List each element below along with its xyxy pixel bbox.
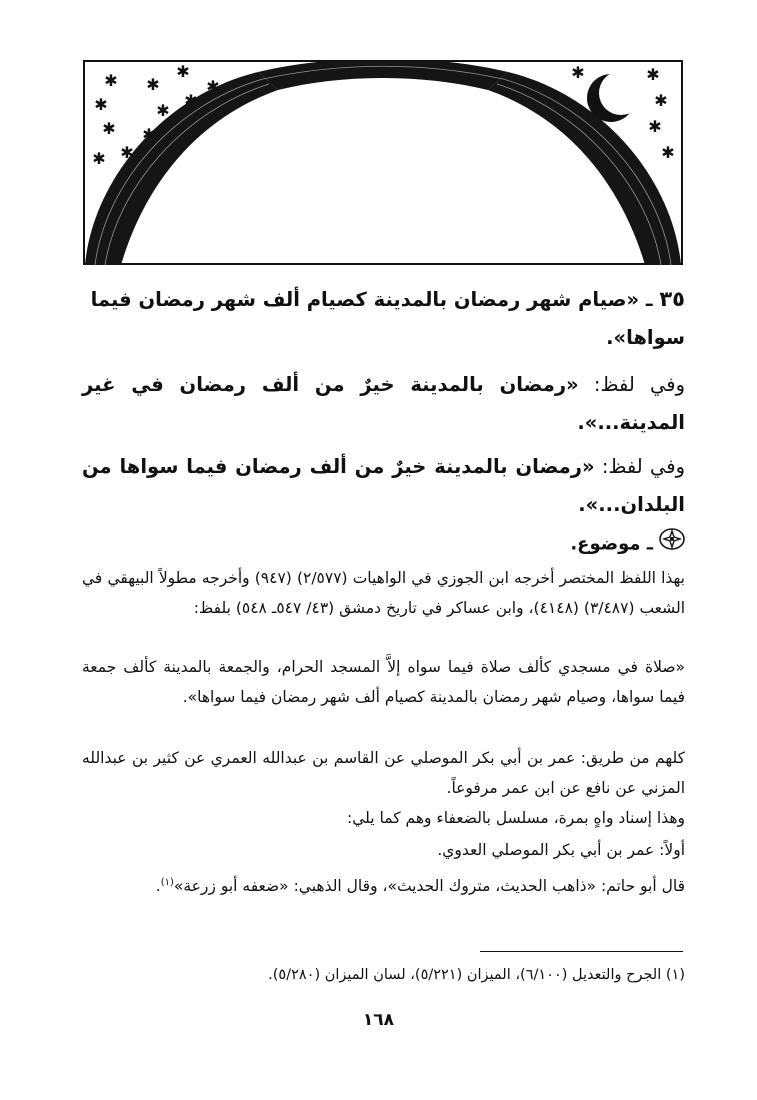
- footnote-reference[interactable]: (١): [160, 877, 174, 888]
- paragraph-chain: كلهم من طريق: عمر بن أبي بكر الموصلي عن القاسم بن عبدالله العمري عن كثير بن عبدالله المزني عن نافع عن ابن عمر مرفوعاً.: [82, 749, 685, 797]
- svg-text:✱: ✱: [184, 91, 198, 110]
- svg-text:✱: ✱: [104, 71, 118, 90]
- svg-text:✱: ✱: [648, 117, 662, 136]
- hadith-title: [82, 280, 685, 357]
- svg-text:✱: ✱: [661, 143, 675, 162]
- paragraph-sources: بهذا اللفظ المختصر أخرجه ابن الجوزي في الواهيات (٢/٥٧٧) (٩٤٧) وأخرجه مطولاً البيهقي في الشعب (٣/٤٨٧) (٤١٤٨)، وابن عساكر في تاريخ دمشق (٤٣/ ٥٤٧ـ ٥٤٨) بلفظ:: [82, 569, 685, 617]
- paragraph-assessment: وهذا إسناد واهٍ بمرة، مسلسل بالضعفاء وهم كما يلي:: [347, 809, 685, 827]
- verdict-label: ـ موضوع.: [570, 533, 653, 555]
- svg-text:✱: ✱: [102, 119, 116, 138]
- svg-text:✱: ✱: [92, 149, 106, 168]
- variant-lead: وفي لفظ:: [594, 455, 685, 478]
- variant-text: «رمضان بالمدينة خيرٌ من ألف رمضان فيما سواها من البلدان...».: [82, 455, 685, 516]
- ornament-marker-icon: [659, 528, 685, 561]
- svg-text:✱: ✱: [646, 65, 660, 84]
- paragraph-first-narrator: أولاً: عمر بن أبي بكر الموصلي العدوي.: [437, 841, 685, 859]
- svg-text:✱: ✱: [120, 143, 134, 162]
- hadith-variant-2: [82, 448, 685, 524]
- footnote: (١) الجرح والتعديل (٦/١٠٠)، الميزان (٥/٢٢١)، لسان الميزان (٥/٢٨٠).: [268, 967, 685, 983]
- variant-lead: وفي لفظ:: [578, 373, 686, 396]
- svg-text:✱: ✱: [206, 77, 220, 96]
- page-number: ١٦٨: [362, 1010, 395, 1030]
- hadith-text-end: سواها».: [606, 326, 685, 349]
- paragraph-long-text: «صلاة في مسجدي كألف صلاة فيما سواه إلاَّ المسجد الحرام، والجمعة بالمدينة كألف جمعة فيما سواها، وصيام شهر رمضان بالمدينة كصيام ألف شهر رمضان فيما سواها».: [82, 658, 685, 706]
- variant-text: «رمضان بالمدينة خيرٌ من ألف رمضان في غير المدينة...».: [82, 373, 685, 434]
- critics-text-end: .: [155, 877, 161, 896]
- hadith-number: ٣٥: [659, 287, 685, 311]
- critics-text: قال أبو حاتم: «ذاهب الحديث، متروك الحديث»، وقال الذهبي: «ضعفه أبو زرعة»: [173, 877, 685, 896]
- svg-text:✱: ✱: [176, 62, 190, 81]
- svg-text:✱: ✱: [571, 63, 585, 82]
- verdict-heading: [82, 528, 685, 561]
- svg-text:✱: ✱: [156, 101, 170, 120]
- header-ornament: [83, 60, 683, 265]
- hadith-text: ـ «صيام شهر رمضان بالمدينة كصيام ألف شهر رمضان فيما: [90, 288, 653, 311]
- svg-text:✱: ✱: [142, 125, 156, 144]
- svg-text:✱: ✱: [146, 75, 160, 94]
- paragraph-critics: [82, 868, 685, 902]
- footnote-divider: [480, 951, 683, 952]
- svg-text:✱: ✱: [654, 91, 668, 110]
- svg-text:✱: ✱: [94, 95, 108, 114]
- hadith-variant-1: [82, 366, 685, 442]
